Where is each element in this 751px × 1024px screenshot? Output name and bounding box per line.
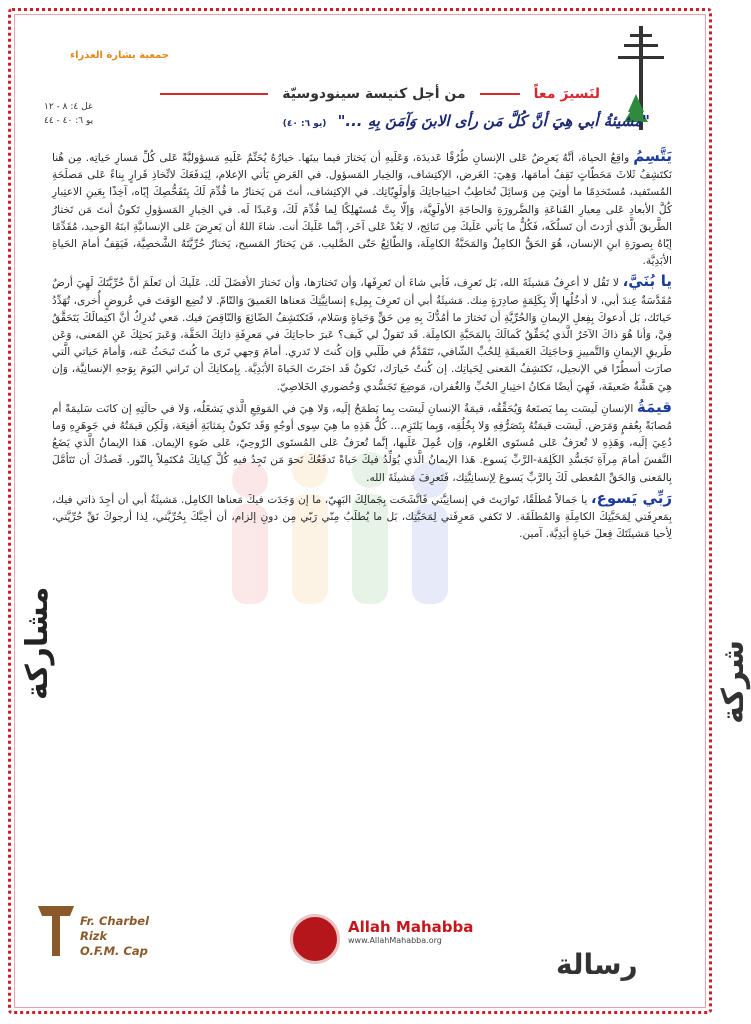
franciscan-line-1: Fr. Charbel Rizk	[80, 914, 150, 943]
franciscan-signature	[36, 902, 176, 972]
main-text	[52, 148, 672, 546]
paragraph-1-lead: يَتَّسِمُ	[633, 147, 672, 165]
brand-block	[348, 918, 473, 945]
verse-ref: (يو ٦: ٤٠)	[282, 119, 327, 129]
ref-line-1: غل ٤: ٨ - ١٢	[44, 102, 93, 112]
paragraph-3-text: الإنسانِ لَيسَت بِما يَصنَعهُ وَيُحَقِّقُه، قيمَةُ الإنسانِ لَيسَت بِما يَطمَحُ إلَيه، وَلا هِيَ في المَوقِعِ الَّذي يَشغَلُه، وَلا في حالَتِهِ إن كانَت سَليمَةً أم مُصابَةً بِعُقمٍ وَمَرَض. لَيسَت قيمَتُهُ بِتَصَرُّفِهِ وَلا بِخُلُقِه، وَبِما يَلتَزِم... كُلُّ هَذِهِ ما هِيَ سِوى أوجُهٍ وَقَد تَكونُ بِمَثابَةِ أقنِعَة، وَلَكِن قيمَتُهُ في جَوهَرِهِ وَما دُعِيَ إلَيه، وَهَذِهِ لا تُعرَفُ عَلى مُستَوى العُلوم، وَإن عُمِلَ عَلَيها، إنَّما تُعرَفُ عَلى المُستَوى الرّوحِيّ، عَلى ضَوءِ الإيمان. هَذا الإيمانُ الَّذي يَضَعُ النَّفسَ أمامَ مِرآةِ تَجَسُّدِ الكَلِمَة-الرَّبِّ يَسوع. هَذا الإيمانُ الَّذي يُوَلِّدُ فيكَ حَياةً تَدفَعُكَ نَحوَ مَن تَجِدُ فيهِ كُلَّ كِيانِكَ مُكتَمِلاً بِالنّور. قَصدُكَ أن تَتَأمَّلَ بِالمَعنى وَالحَقِّ المُعطى لَكَ بِالرَّبِّ يَسوعَ لِإنسانِيَّتِك، فَتَعرِفَ مَشيئَةَ الله.	[52, 402, 672, 484]
tau-cross-icon	[36, 902, 76, 960]
allah-mahabba-seal-icon	[290, 914, 340, 964]
verse-bar	[40, 106, 650, 142]
side-word-right: شركة	[716, 640, 751, 724]
banner-divider	[160, 93, 268, 95]
paragraph-3	[52, 399, 672, 487]
paragraph-2-lead: يا بُنَيَّ،	[622, 272, 672, 291]
banner-title: من أجل كنيسة سينودوسيّة	[282, 86, 466, 102]
banner-motto: لنَسيرَ معاً	[533, 86, 600, 102]
brand-name: Allah Mahabba	[348, 918, 474, 936]
header-banner	[160, 84, 600, 104]
verse-quote: "مشيئةُ أبي هِيَ أنَّ كُلَّ مَن رأى الابنَ وَآمَنَ بِهِ ..."	[337, 112, 650, 130]
paragraph-4-text: يا جَمالاً مُطلَقًا، تَوارَيتَ في إنسانِيَّتي فَاتَّشَحَت بِجَمالِكَ البَهِيّ، ما إن وَجَدَت فيكَ مَعناها الكامِل. مَشيئَةُ أبي أن أجِدَ ذاتي فيك، بِمَعرِفَتي لِمَحَبَّتِكَ الكامِلَةِ وَالمُطلَقَة. لا تَكفي مَعرِفَتي لِمَحَبَّتِك، بَل ما يُطلَبُ مِنّي رَبّي مِن دونِ إلزام، أن أحِبَّكَ بِحُرِّيَّتي، لِذا أرجوكَ نَقِّ حُرِّيَّتي، لِأحيا مَشيئَتَكَ فِعلَ حَياةٍ أبَدِيَّة. آمين.	[52, 493, 672, 541]
franciscan-line-2: O.F.M. Cap	[80, 944, 148, 958]
org-name: جمعية بشارة العذراء	[70, 50, 169, 61]
paragraph-1	[52, 148, 672, 270]
paragraph-2-text: لا تَقُل لا أعرِفُ مَشيئَةَ الله، بَل تَعرِف، فَأبي شاءَ أن تَعرِفَها، وَأن تَختارَها، وَأن تَختارَ الأفضَلَ لَك. عَلَيكَ أن تَعلَمَ أنَّ حُرِّيَّتَكَ لَهِيَ أرضٌ مُقَدَّسَةٌ عِندَ أبي، لا أدخُلُها إلّا بِكَلِمَةٍ صادِرَةٍ مِنك. مَشيئَةُ أبي أن تَعرِفَ بِمِلءِ إنسانِيَّتِكَ مَعناها العَميقَ وَالتّامّ. لا تُضِع الوَقتَ في عُروضٍ أُخرى، تُهَدِّدُ حَياتَك، بَل أدعوكَ بِفِعلِ الإيمانِ وَالحُرِّيَّةِ أن تَختارَ ما أمُدُّكَ بِهِ مِن حَقٍّ وَحَياةٍ وَسَلام، فَتَكتَشِفُ الضّائِعَ وَالنّاقِصَ فيك. مَعي تُدرِكُ أنَّ اكتِمالَكَ يَتَحَقَّقُ فِيَّ، وَأنا هُوَ ذاكَ الآخَرُ الَّذي يُحَقِّقُ كَمالَكَ بِالمَحَبَّةِ الكامِلَة. قَد تَقولُ لي كَيف؟ عَبرَ حاجاتِكَ في مَعرِفَةِ ذاتِكَ الحَقَّة، وَعَبرَ بَحثِكَ عَنِ المَعنى، وَعَن طَريقِ الإيمانِ وَالتَّمييزِ وَحاجَتِكَ العَميقَةِ لِلحُبِّ الشّافي، تَتَقَدَّمُ في طَلَبي وَإن كُنتَ لا تَدري. أمامَ وَجهي تَرى ما كُنتَ تَبحَثُ عَنه، وَأمامَ حَياتي الَّتي صارَت أسطُرًا في الإنجيل، تَكتَشِفُ المَعنى لِحَياتِك. إن كُنتُ خَيارَك، تَكونُ قَد اختَرتَ الحَياةَ الأبَدِيَّة. بِإمكانِكَ أن تَراني اليَومَ بِوَجهِ الإنسانِيَّة، وَإن هِيَ هَشَّةٌ ضَعيفَة، فَهِيَ أيضًا مَكانُ اختِبارِ الحُبِّ وَالغُفران، مَوضِعَ تَجَسُّدي وَحُضوري الخَلاصِيّ.	[52, 277, 672, 393]
paragraph-3-lead: قيمَةُ	[636, 397, 672, 416]
ref-line-2: يو ٦: ٤٠ - ٤٤	[44, 116, 94, 126]
paragraph-4-lead: رَبِّي يَسوع،	[590, 488, 673, 507]
brand-url: www.AllahMahabba.org	[348, 936, 442, 945]
side-word-left: مشاركة	[20, 586, 55, 700]
paragraph-2	[52, 273, 672, 395]
banner-divider-short	[480, 93, 520, 95]
verse-text	[283, 112, 650, 130]
paragraph-4	[52, 490, 672, 544]
paragraph-1-text: واقِعُ الحياة، أنَّهُ يَعرِضُ عَلى الإنسانِ طُرُقًا عَديدَة، وَعَلَيهِ أن يَختارَ فيما بينَها. خيارُهُ يُحَتِّمُ عَلَيهِ مَسؤوليَّةً عَلى كُلِّ مَسارِ حَياتِه. مِن هُنا نَكتَشِفُ ثَلاثَ مَحَطّاتٍ تَقِفُ أمامَها، وَهِيَ: العَرض، الإكتِشاف، وَالخِيار المَسؤول. في العَرضِ يَأتي الإعلام، لِيَدفَعَكَ لاتِّخاذِ قَرارٍ بِناءً عَلى مَصلَحَةِ المُستَفيد، مُستَخدِمًا ما أوتِيَ مِن وَسائِلَ تُخاطِبُ احتِياجاتِكَ وَأولَوِيّاتِك. في الإكتِشاف، أنتَ مَن يَختارُ ما قُدِّمَ لَكَ بِتَفَحُّصِكَ إيّاه، آخِذًا بِعَينِ الاعتِبارِ كُلَّ الأبعادِ عَلى مِعيارِ القَناعَةِ وَالضَّرورَةِ وَالحاجَةِ الأولَوِيَّة، وَإلّا بِتَّ مُستَهلِكًا لِما قُدِّمَ لَكَ، وَعَبدًا لَه. في الخِيارِ المَسؤولِ تَكونُ أنتَ مَن تَختارُ الطَّريقَ الَّذي أرَدتَ أن تَسلُكَه، فَكُلُّ ما يَأتي عَلَيكَ مِن نَتائِج، لا يَعُدْ عَلى آخَر، إنَّما عَلَيكَ أنت. شاءَ اللهُ أن يَعرِضَ عَلى الإنسانيَّةِ ابنَهُ الوَحيد، مُقَدِّمًا إيّاهُ بِصورَةِ ابنِ الإنسان، هُوَ الحَقُّ الكامِلُ وَالمَحَبَّةُ الكامِلَة، وَالطّائِعُ حَتّى الصَّليب. مَن يَختارُ المَسيح، يَختارُ حُرِّيَّتَهُ الشَّخصِيَّة، فَيَقِفُ أمامَ الحَياةِ الأبَدِيَّة.	[52, 152, 672, 268]
side-word-bottom: رسالة	[556, 948, 638, 981]
franciscan-name	[80, 914, 176, 959]
